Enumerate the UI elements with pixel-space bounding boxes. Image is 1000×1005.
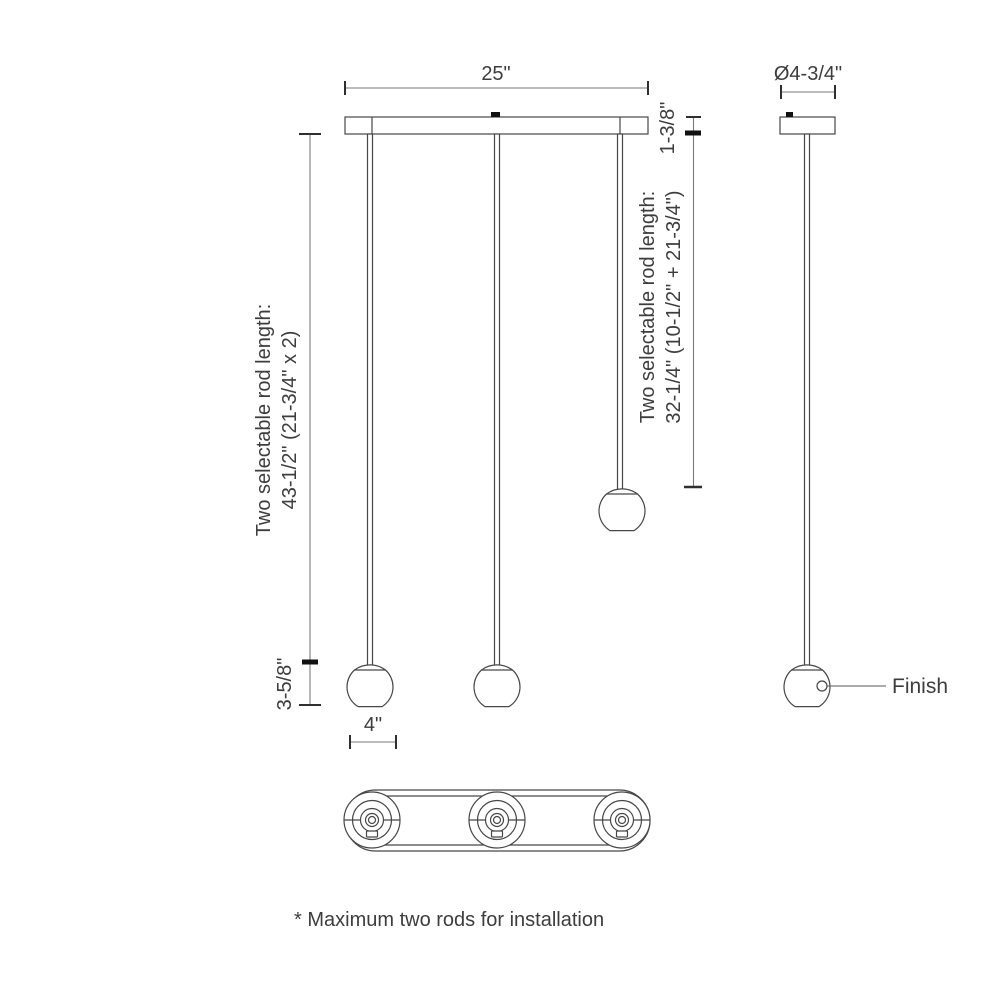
bottom-view [344,790,650,851]
mid-rod-label-line2: 32-1/4" (10-1/2" + 21-3/4") [663,190,685,424]
canopy-side [780,112,835,134]
finish-callout [817,675,948,698]
dimension-canopy-width [345,63,648,95]
finish-label: Finish [892,675,949,698]
canopy-height-label: 1-3/8" [657,101,679,155]
side-view [774,63,948,707]
mounting-screw [491,112,500,117]
canopy-bar [345,112,648,134]
mounting-screw-side [786,112,793,117]
pendant-globe-short [599,489,645,531]
pendant-globe-left [347,665,393,707]
rod-middle [495,134,500,666]
dimension-mid-rod-length [637,102,702,487]
dimension-canopy-diameter [774,63,842,99]
pendant-height-label: 3-5/8" [274,657,296,711]
rod-short [618,134,623,490]
canopy-width-label: 25" [481,63,511,85]
pendant-width-label: 4" [363,714,383,736]
light-module-2 [469,792,525,848]
front-view [253,63,702,749]
light-module-1 [344,792,400,848]
dimension-left-rod-length [253,134,321,710]
left-rod-label-line2: 43-1/2" (21-3/4" x 2) [279,330,301,510]
dimension-pendant-width [350,714,396,749]
mid-rod-label-line1: Two selectable rod length: [637,190,659,424]
finish-callout-point [817,681,827,691]
canopy-diameter-label: Ø4-3/4" [773,63,843,85]
light-module-3 [594,792,650,848]
installation-footnote: * Maximum two rods for installation [294,909,605,931]
rod-side [805,134,810,666]
pendant-globe-middle [474,665,520,707]
left-rod-label-line1: Two selectable rod length: [253,303,275,537]
rod-left [368,134,373,666]
